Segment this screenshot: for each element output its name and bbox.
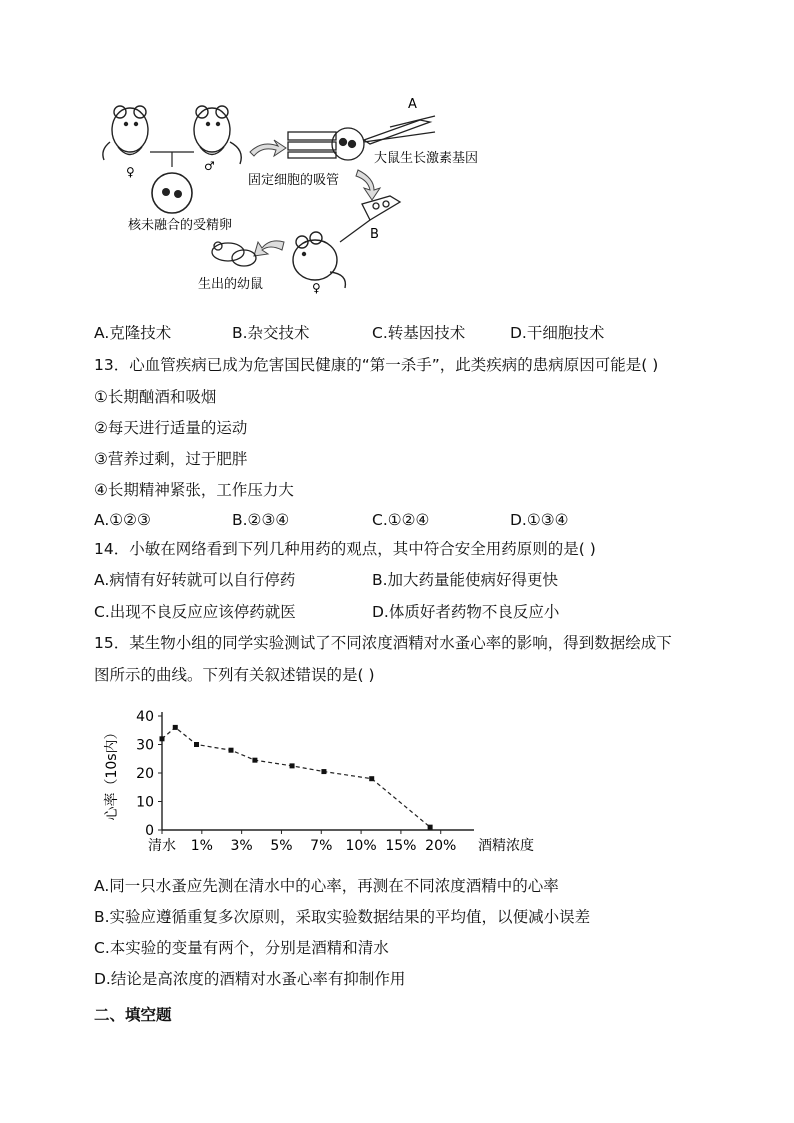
q15-stem-line-2: 图所示的曲线。下列有关叙述错误的是( ) [94,666,375,684]
chart-x-tick-label: 7% [310,838,333,854]
q14-option-c[interactable]: C.出现不良反应应该停药就医 [94,603,296,621]
chart-y-tick-label: 30 [136,737,154,754]
q12-option-a[interactable]: A.克隆技术 [94,324,172,342]
chart-data-point [194,742,199,747]
chart-data-point [252,758,257,763]
chart-x-tick-label: 15% [385,838,417,854]
chart-y-axis-label: 心率（10s内） [104,725,120,821]
q14-option-d[interactable]: D.体质好者药物不良反应小 [372,603,560,621]
female-mouse-parent-illustration [103,106,148,160]
pipette-label: 固定细胞的吸管 [248,173,340,188]
q13-item-1: ①长期酗酒和吸烟 [94,388,217,406]
q14-option-a[interactable]: A.病情有好转就可以自行停药 [94,571,296,589]
chart-x-tick-label: 3% [230,838,253,854]
chart-y-tick-label: 40 [136,709,154,725]
female-symbol: ♀ [126,165,135,179]
chart-data-point [369,776,374,781]
q14-option-b[interactable]: B.加大药量能使病好得更快 [372,571,559,589]
q15-option-b[interactable]: B.实验应遵循重复多次原则，采取实验数据结果的平均值，以便减小误差 [94,908,591,926]
fertilized-egg-illustration [152,173,192,213]
chart-data-point [321,769,326,774]
q12-option-b[interactable]: B.杂交技术 [232,324,310,342]
q13-option-b[interactable]: B.②③④ [232,511,290,529]
chart-x-tick-label: 20% [425,838,457,854]
arrow-icon [250,140,286,156]
q12-option-d[interactable]: D.干细胞技术 [510,324,605,342]
chart-data-point [173,725,178,730]
chart-x-tick-label: 1% [190,838,213,854]
q13-option-d[interactable]: D.①③④ [510,511,569,529]
transgenic-mouse-diagram [90,92,510,307]
chart-series-line [162,727,430,827]
label-b: B [370,227,379,242]
chart-x-tick-label: 清水 [148,838,176,854]
chart-data-point [160,736,165,741]
q13-item-2: ②每天进行适量的运动 [94,419,248,437]
egg-label: 核未融合的受精卵 [128,218,233,233]
surrogate-mouse-illustration [293,232,345,288]
chart-data-point [428,825,433,830]
male-symbol: ♂ [204,159,215,173]
chart-data-point [229,748,234,753]
gene-label: 大鼠生长激素基因 [374,151,479,166]
q15-option-a[interactable]: A.同一只水蚤应先测在清水中的心率，再测在不同浓度酒精中的心率 [94,877,559,895]
q13-item-3: ③营养过剩，过于肥胖 [94,450,248,468]
baby-mice-illustration [212,242,256,266]
q14-stem: 14．小敏在网络看到下列几种用药的观点，其中符合安全用药原则的是( ) [94,540,596,558]
q15-stem-line-1: 15．某生物小组的同学实验测试了不同浓度酒精对水蚤心率的影响，得到数据绘成下 [94,634,672,652]
q13-item-4: ④长期精神紧张，工作压力大 [94,481,294,499]
label-a: A [408,97,417,112]
offspring-label: 生出的幼鼠 [198,277,264,292]
q13-option-c[interactable]: C.①②④ [372,511,430,529]
heart-rate-line-chart [100,700,540,860]
male-mouse-parent-illustration [194,106,241,164]
chart-x-axis-label: 酒精浓度 [478,838,534,854]
arrow-icon [356,170,380,200]
chart-y-tick-label: 0 [145,823,154,839]
chart-data-point [290,763,295,768]
q15-option-c[interactable]: C.本实验的变量有两个，分别是酒精和清水 [94,939,389,957]
q13-option-a[interactable]: A.①②③ [94,511,151,529]
female-symbol: ♀ [312,281,321,295]
arrow-icon [254,241,284,256]
section-title: 二、填空题 [94,1006,172,1024]
chart-y-tick-label: 10 [136,794,154,811]
chart-x-tick-label: 10% [345,838,377,854]
chart-x-tick-label: 5% [270,838,293,854]
q12-option-c[interactable]: C.转基因技术 [372,324,466,342]
q13-stem: 13．心血管疾病已成为危害国民健康的“第一杀手”，此类疾病的患病原因可能是( ) [94,356,659,374]
chart-y-tick-label: 20 [136,766,154,782]
q15-option-d[interactable]: D.结论是高浓度的酒精对水蚤心率有抑制作用 [94,970,406,988]
